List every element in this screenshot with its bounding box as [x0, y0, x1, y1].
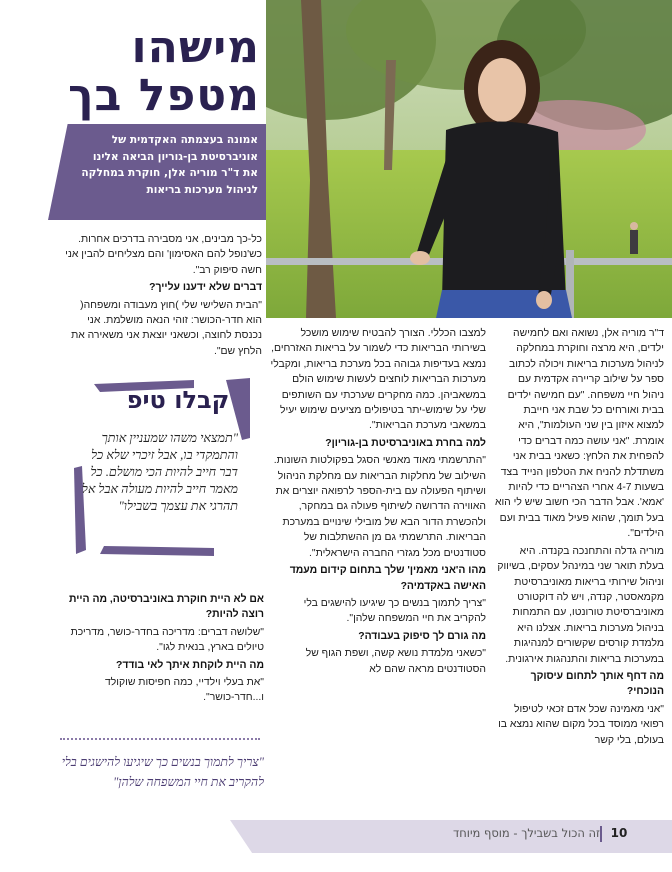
intro-text: אמונה בעצמתה האקדמית של אוניברסיטת בן-גוריון הביאה אלינו את ד"ר מוריה אלן, חוקרת במחלקה לניהול מערכות בריאות — [81, 134, 258, 196]
portrait-photo — [266, 0, 672, 318]
paragraph: "הבית השלישי שלי )חוץ מעבודה ומשפחה( הוא חדר-הכושר: זוהי הנאה מושלמת. אני נכנסת לחוצה, וכשאני יוצאת אני משאירה את הלחץ שם". — [71, 299, 262, 357]
left-column-top — [62, 232, 262, 361]
question: מה היית לוקחת איתך לאי בודד? — [115, 659, 264, 671]
middle-column — [270, 326, 486, 679]
question: דברים שלא ידענו עלייך? — [149, 282, 262, 294]
paragraph: "אני מאמינה שכל אדם זכאי לטיפול רפואי ממוסד בכל מקום שהוא נמצא בו בעולם, בלי קשר — [498, 703, 664, 746]
article-headline — [60, 24, 260, 120]
question: מהו ה'אני מאמין' שלך בתחום קידום מעמד האישה באקדמיה? — [289, 565, 486, 592]
paragraph: ד"ר מוריה אלן, נשואה ואם לחמישה ילדים, היא מרצה וחוקרת במחלקה לניהול מערכות בריאות ויכולה לכתוב ספר על שילוב קריירה אקדמית עם ניהול חיי משפחה. "עם חמישה ילדים בבית ואורחים כל שבת אני חייבת למצוא איזון בין שני העולמות", היא אומרת. "אני עושה כמה דברים כדי להפחית את הלחץ: כשאני בבית אני משתדלת להניח את הטלפון הנייד בצד בשעות 4-7 אחרי הצהריים כדי להיות 'אמא'. אבל הדבר הכי חשוב שיש לי הוא בעל תומך, שהוא פעיל מאוד בבית ועם הילדים". — [494, 328, 664, 540]
tip-title: קבלו טיפ — [126, 386, 230, 414]
question: מה דחף אותך לתחום עיסוקך הנוכחי? — [530, 670, 664, 698]
dotted-divider — [60, 738, 260, 740]
paragraph: כל-כך מבינים, אני מסבירה בדרכים אחרות. כש'נופל להם האסימון' והם מצליחים להבין אני חשה סיפוק רב". — [65, 234, 262, 276]
pull-quote: "צריך לתמוך בנשים כך שיגיעו להישגים בלי להקריב את חיי המשפחה שלהן" — [61, 755, 264, 789]
paragraph: מוריה גדלה והתחנכה בקנדה. היא בעלת תואר שני במינהל עסקים, בשיווק וניהול שירותי בריאות מאוניברסיטת מקמאסטר, קנדה, ויש לה דוקטורט מאוניברסיטת טורונטו, עם התמחות בניהול מערכות בריאות. אצלנו היא מלמדת קורסים שקשורים למנהיגות במערכות בריאות והתנהגות אירגונית. — [497, 545, 664, 665]
footer-divider — [600, 826, 602, 842]
tip-text: "תמצאי משהו שמעניין אותך והתמקדי בו, אבל זיכרי שלא כל דבר חייב להיות הכי מושלם. כל מאמר חייב להיות מעולה אבל אל תהרגי את עצמך בשבילו" — [81, 431, 238, 513]
paragraph: "התרשמתי מאוד מאנשי הסגל בפקולטות השונות. השילוב של מחלקות הבריאות עם מחלקת הניהול ושיתוף הפעולה עם בית-הספר לרפואה יוצרים את האווירה הדרושה לשיתוף פעולה גם במחקר, ולהכשרת הדור הבא של מובילי שינויים במערכת הבריאות. התרשמתי גם מן ההשתלבות של סטודנטים מכל מגזרי החברה הישראלית". — [273, 455, 486, 559]
page-number: 10 — [610, 826, 628, 840]
headline-line-1: מישהו — [131, 22, 260, 73]
question: אם לא היית חוקרת באוניברסיטה, מה היית רוצה להיות? — [69, 594, 264, 621]
paragraph: "צריך לתמוך בנשים כך שיגיעו להישגים בלי להקריב את חיי המשפחה שלהן". — [303, 597, 486, 625]
footer-text: זה הכול בשבילך - מוסף מיוחד — [453, 826, 600, 840]
paragraph: למצבו הכללי. הצורך להבטיח שימוש מושכל בשירותי הבריאות כדי לשמור על בריאות האזרחים, נמצא בעדיפות גבוהה בכל מערכת בריאות, ומקבלי מערכות הבריאות לוחצים לעשות שימוש הולם במשאביהן. כמה מחקרים שערכתי עם השותפים שלי על שימוש-יתר בטיפולים מציעים שימוש יעיל במשאבי מערכת הבריאות". — [270, 328, 486, 432]
headline-line-2: מטפל בך — [68, 70, 260, 121]
paragraph: "את בעלי וילדיי, כמה חפיסות שוקולד ו...חדר-כושר". — [105, 677, 264, 704]
question: מה גורם לך סיפוק בעבודה? — [358, 630, 486, 642]
left-column-bottom — [58, 590, 264, 708]
right-column — [494, 326, 664, 750]
paragraph: "שלושה דברים: מדריכה בחדר-כושר, מדריכת טיולים בארץ, בנאית לגו". — [70, 626, 264, 654]
question: למה בחרת באוניברסיטת בן-גוריון? — [325, 437, 486, 449]
paragraph: "כשאני מלמדת נושא קשה, ושפת הגוף של הסטודנטים מראה שהם לא — [305, 648, 486, 675]
